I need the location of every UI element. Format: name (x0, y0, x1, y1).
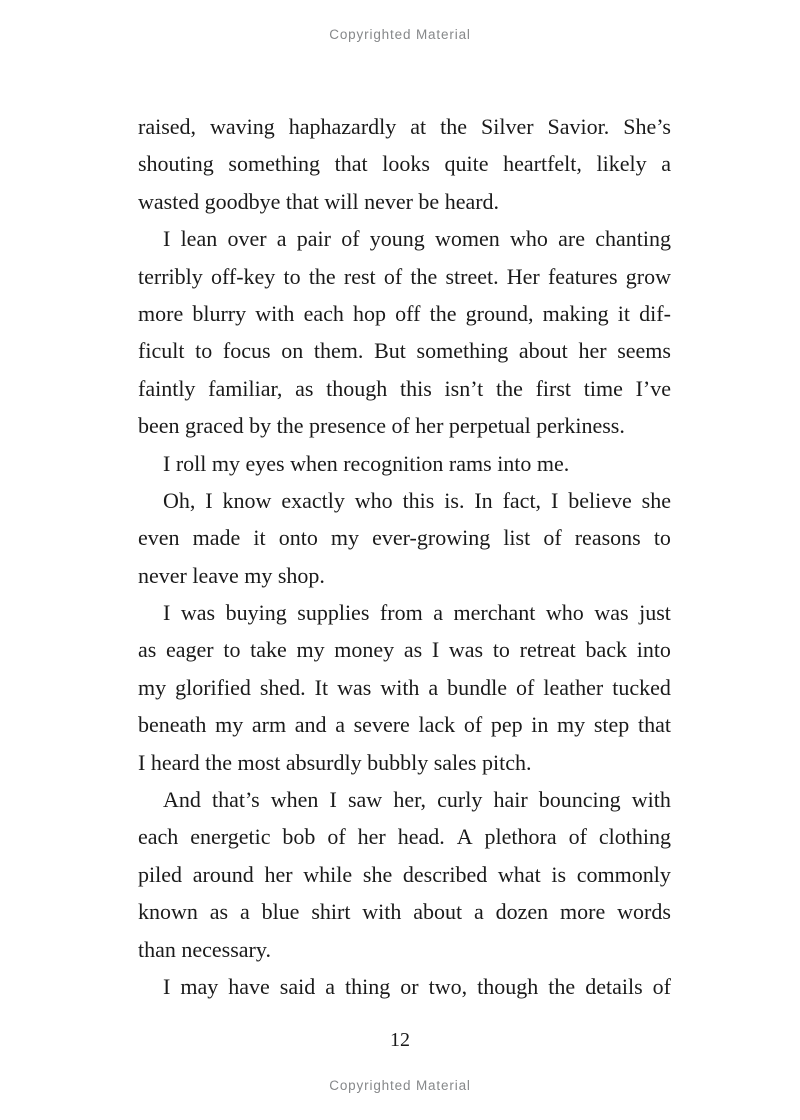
word: it (253, 525, 266, 551)
word: or (400, 973, 419, 999)
word: off-key (210, 263, 276, 289)
word: around (192, 861, 254, 887)
word: hair (493, 787, 528, 813)
word: though (477, 973, 539, 999)
word: women (435, 226, 500, 252)
word: Silver (481, 114, 534, 139)
word: In (474, 487, 493, 513)
word: that (334, 151, 368, 177)
word: may (180, 973, 219, 999)
word: my (138, 674, 167, 700)
word: saw (347, 787, 383, 813)
text-line (163, 968, 671, 1005)
word: said (279, 973, 316, 999)
word: a (661, 151, 671, 177)
word: reasons (574, 525, 641, 551)
word: beneath (138, 712, 207, 738)
word: even (138, 525, 180, 551)
word: believe (568, 487, 632, 513)
paragraph (138, 445, 671, 482)
word: her (264, 861, 293, 887)
word: leather (543, 674, 604, 700)
text-line (138, 258, 671, 295)
word: of (516, 674, 535, 700)
word: the (440, 114, 468, 139)
word: terribly (138, 263, 203, 289)
word: though (326, 375, 388, 401)
word: just (639, 600, 671, 626)
word: back (585, 637, 628, 663)
word: commonly (576, 861, 671, 887)
word: as (138, 637, 157, 663)
word: A (456, 824, 473, 850)
word: Oh, (163, 487, 196, 513)
word: dif- (639, 300, 671, 326)
word: eager (166, 637, 214, 663)
word: I (550, 487, 559, 513)
word: with (380, 674, 420, 700)
word: seems (617, 338, 671, 364)
word: the (308, 263, 336, 289)
word: She’s (623, 114, 671, 139)
word: of (463, 712, 483, 738)
word: haphazardly (288, 114, 397, 139)
paragraph (138, 594, 671, 781)
word: more (560, 899, 606, 925)
word: more (138, 300, 184, 326)
word: two, (428, 973, 468, 999)
word: heartfelt, (503, 151, 582, 177)
word: who (510, 226, 548, 252)
word: shed. (259, 674, 306, 700)
word: on (281, 338, 304, 364)
word: in (531, 712, 549, 738)
text-line (163, 781, 671, 818)
word: with (362, 899, 402, 925)
body-text-block (138, 108, 671, 1005)
word: a (428, 674, 439, 700)
word: familiar, (208, 375, 283, 401)
word: who (545, 600, 584, 626)
word: lack (418, 712, 456, 738)
paragraph (138, 781, 671, 968)
word: making (542, 300, 609, 326)
word: have (228, 973, 270, 999)
word: off (395, 300, 421, 326)
word: she (362, 861, 393, 887)
word: as (295, 375, 314, 401)
word: waving (210, 114, 275, 139)
word: pep (490, 712, 523, 738)
word: dozen (495, 899, 549, 925)
word: to (283, 263, 301, 289)
word: supplies (297, 600, 370, 626)
word: I (431, 637, 440, 663)
word: ever-growing (372, 525, 491, 551)
word: was (594, 600, 629, 626)
word: And (163, 787, 201, 813)
text-line (163, 482, 671, 519)
word: bob (282, 824, 316, 850)
word: glorified (175, 674, 251, 700)
word: looks (382, 151, 430, 177)
word: her (357, 824, 386, 850)
word: I (163, 973, 171, 999)
word: exactly (281, 487, 345, 513)
word: my (296, 637, 325, 663)
word: each (303, 300, 344, 326)
word: of (383, 263, 403, 289)
word: onto (278, 525, 318, 551)
text-line (138, 706, 671, 743)
word: hop (353, 300, 387, 326)
word: this (400, 375, 432, 401)
word: bundle (447, 674, 508, 700)
word: ground, (465, 300, 534, 326)
word: the (410, 263, 438, 289)
word: I (163, 226, 171, 252)
word: thing (345, 973, 391, 999)
text-line: been graced by the presence of her perpetual perkiness. (138, 413, 625, 439)
word: something (416, 338, 509, 364)
text-line (138, 295, 671, 332)
word: buying (225, 600, 287, 626)
word: money (334, 637, 395, 663)
word: with (255, 300, 295, 326)
word: details (585, 973, 643, 999)
word: But (374, 338, 406, 364)
word: as (209, 899, 229, 925)
word: of (327, 824, 346, 850)
text-line: never leave my shop. (138, 562, 325, 588)
word: pair (296, 226, 331, 252)
word: plethora (484, 824, 557, 850)
word: of (568, 824, 587, 850)
word: take (250, 637, 287, 663)
word: shouting (138, 151, 214, 177)
text-line (163, 594, 671, 631)
word: clothing (598, 824, 671, 850)
word: fact, (502, 487, 542, 513)
word: them. (313, 338, 364, 364)
word: known (138, 899, 198, 925)
word: about (518, 338, 568, 364)
word: to (492, 637, 510, 663)
text-line (138, 856, 671, 893)
paragraph (138, 108, 671, 220)
word: that’s (212, 787, 260, 813)
text-line (138, 631, 671, 668)
word: Her (506, 263, 540, 289)
word: time (583, 375, 623, 401)
word: ficult (138, 338, 185, 364)
word: rest (343, 263, 376, 289)
word: arm (251, 712, 287, 738)
word: from (379, 600, 423, 626)
word: over (227, 226, 267, 252)
word: energetic (190, 824, 271, 850)
word: list (503, 525, 531, 551)
word: was (337, 674, 372, 700)
word: faintly (138, 375, 196, 401)
word: a (276, 226, 287, 252)
word: described (402, 861, 488, 887)
word: something (228, 151, 321, 177)
word: to (195, 338, 213, 364)
word: lean (180, 226, 218, 252)
word: curly (437, 787, 483, 813)
word: with (631, 787, 671, 813)
word: features (547, 263, 618, 289)
word: head. (397, 824, 445, 850)
word: she (641, 487, 671, 513)
paragraph (138, 968, 671, 1005)
word: first (535, 375, 572, 401)
word: words (617, 899, 671, 925)
word: piled (138, 861, 182, 887)
word: focus (222, 338, 271, 364)
word: merchant (453, 600, 536, 626)
word: her (578, 338, 607, 364)
word: retreat (519, 637, 576, 663)
word: a (239, 899, 250, 925)
word: at (410, 114, 427, 139)
word: tucked (612, 674, 671, 700)
text-line (138, 893, 671, 930)
word: is. (444, 487, 465, 513)
word: as (403, 637, 423, 663)
word: likely (596, 151, 647, 177)
word: about (413, 899, 463, 925)
word: bouncing (538, 787, 621, 813)
word: my (330, 525, 360, 551)
word: each (138, 824, 179, 850)
paragraph (138, 482, 671, 594)
text-line (138, 332, 671, 369)
word: raised, (138, 114, 197, 139)
word: of (341, 226, 360, 252)
word: I’ve (635, 375, 671, 401)
word: made (192, 525, 241, 551)
word: who (354, 487, 393, 513)
word: a (335, 712, 345, 738)
word: severe (353, 712, 410, 738)
word: I (205, 487, 213, 513)
word: blurry (192, 300, 247, 326)
word: of (543, 525, 562, 551)
text-line (138, 145, 671, 182)
word: into (636, 637, 671, 663)
text-line (138, 669, 671, 706)
word: a (325, 973, 336, 999)
word: the (548, 973, 576, 999)
word: of (652, 973, 671, 999)
word: my (557, 712, 586, 738)
word: and (294, 712, 327, 738)
word: was (448, 637, 484, 663)
word: I (329, 787, 337, 813)
word: to (223, 637, 241, 663)
word: when (270, 787, 319, 813)
word: to (653, 525, 671, 551)
text-line (138, 519, 671, 556)
word: the (429, 300, 457, 326)
word: what (497, 861, 541, 887)
copyright-watermark-header: Copyrighted Material (329, 27, 471, 42)
word: shirt (311, 899, 351, 925)
text-line (138, 370, 671, 407)
word: a (433, 600, 443, 626)
word: street. (445, 263, 499, 289)
text-line (163, 220, 671, 257)
word: quite (444, 151, 489, 177)
word: grow (625, 263, 671, 289)
word: step (593, 712, 630, 738)
word: blue (261, 899, 300, 925)
text-line (138, 108, 671, 145)
word: that (637, 712, 671, 738)
word: while (303, 861, 353, 887)
word: her, (393, 787, 427, 813)
word: my (215, 712, 244, 738)
word: are (558, 226, 585, 252)
word: the (495, 375, 523, 401)
word: It (314, 674, 329, 700)
text-line: than necessary. (138, 936, 271, 962)
text-line (138, 818, 671, 855)
text-line: I heard the most absurdly bubbly sales pitch. (138, 749, 532, 775)
word: I (163, 600, 171, 626)
word: isn’t (444, 375, 484, 401)
paragraph (138, 220, 671, 444)
word: was (180, 600, 216, 626)
word: young (369, 226, 425, 252)
word: this (402, 487, 435, 513)
text-line: I roll my eyes when recognition rams into me. (163, 450, 570, 476)
text-line: wasted goodbye that will never be heard. (138, 188, 500, 214)
word: it (617, 300, 631, 326)
word: Savior. (547, 114, 610, 139)
word: is (551, 861, 567, 887)
word: know (222, 487, 272, 513)
word: a (474, 899, 484, 925)
page-number: 12 (390, 1029, 410, 1051)
word: chanting (595, 226, 671, 252)
copyright-watermark-footer: Copyrighted Material (329, 1078, 471, 1093)
